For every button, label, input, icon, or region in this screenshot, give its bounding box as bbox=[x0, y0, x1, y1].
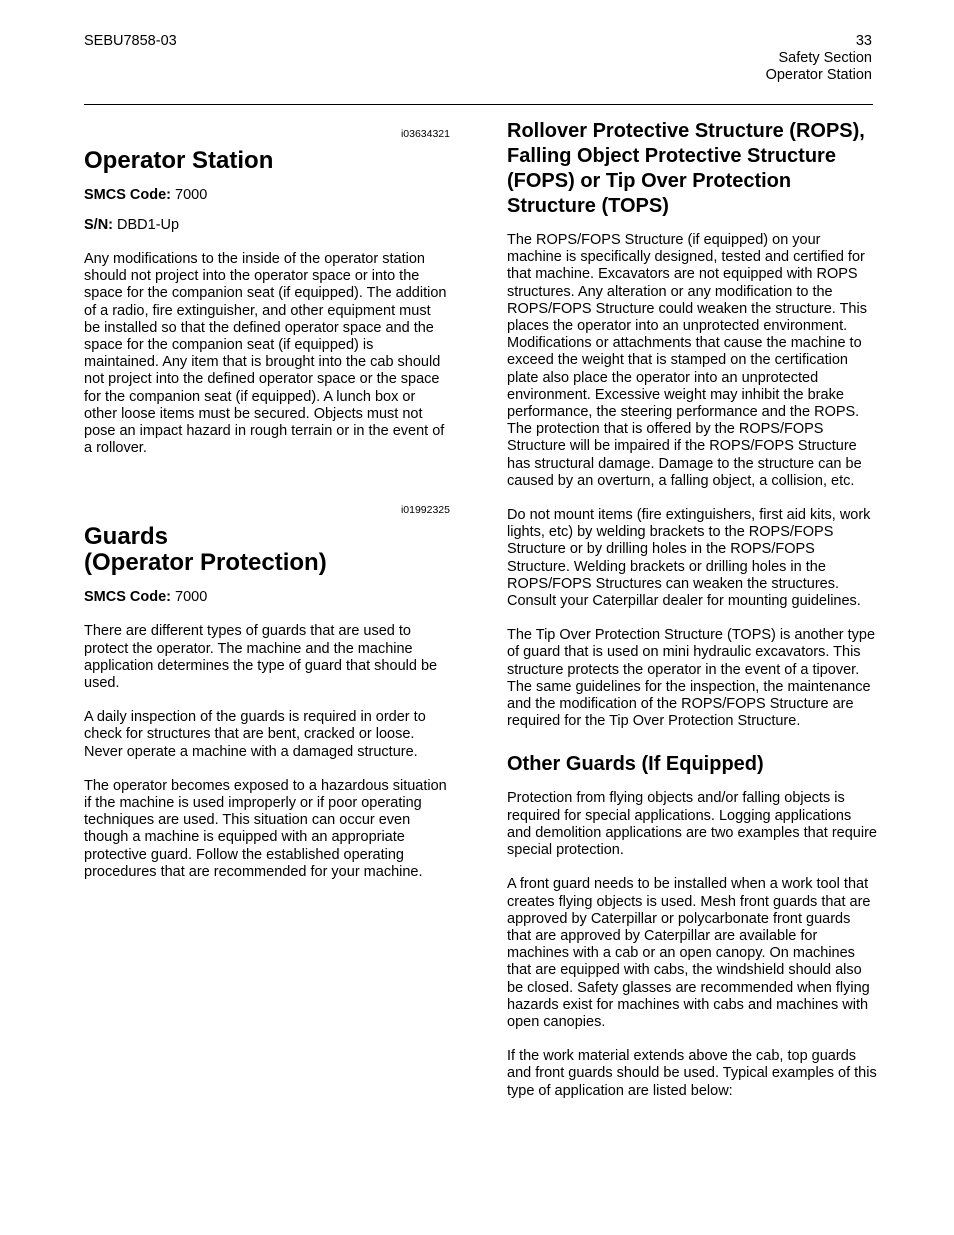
smcs-value: 7000 bbox=[175, 589, 208, 606]
guards-heading-line-1: Guards bbox=[84, 523, 169, 551]
right-column bbox=[507, 119, 877, 1117]
guards-paragraph-3: The operator becomes exposed to a hazardous situation if the machine is used improperly or if poor operating techniques are used. This situation can occur even though a machine is equipped with an appropriate protective guard. Follow the established operating procedures that are recommended for your machine. bbox=[84, 777, 447, 880]
guards-reference-id: i01992325 bbox=[400, 504, 450, 517]
smcs-value: 7000 bbox=[175, 187, 208, 203]
smcs-label: SMCS Code: bbox=[84, 589, 171, 606]
other-guards-heading: Other Guards (If Equipped) bbox=[507, 753, 764, 776]
guards-paragraph-2: A daily inspection of the guards is required in order to check for structures that are bent, cracked or loose. Never operate a machine with a damaged structure. bbox=[84, 709, 426, 760]
header-divider bbox=[84, 104, 873, 105]
rops-paragraph-1: The ROPS/FOPS Structure (if equipped) on your machine is specifically designed, tested and certified for that machine. Excavators are not equipped with ROPS structures. Any alteration or any modification to the ROPS/FOPS Structure could weaken the structure. This places the operator into an unprotected environment. Modifications or attachments that cause the machine to exceed the weight that is stamped on the certification plate also place the operator into an unprotected environment. Excessive weight may inhibit the brake performance, the steering performance and the ROPS. The protection that is offered by the ROPS/FOPS Structure will be impaired if the ROPS/FOPS Structure has structural damage. Damage to the structure can be caused by an overturn, a falling object, a collision, etc. bbox=[507, 232, 867, 489]
operator-station-paragraph-1: Any modifications to the inside of the operator station should not project into the operator space or into the space for the companion seat (if equipped). The addition of a radio, fire extinguisher, and other equipment must be installed so that the defined operator space and the space for the companion seat (if equipped) is maintained. Any item that is brought into the cab should not project into the defined operator space or the space for the companion seat (if equipped). A lunch box or other loose items must be secured. Objects must not pose an impact hazard in rough terrain or in the event of a rollover. bbox=[84, 251, 447, 457]
left-column bbox=[84, 117, 450, 898]
guards-paragraph-1: There are different types of guards that are used to protect the operator. The machine and the machine application determines the type of guard that should be used. bbox=[84, 623, 438, 692]
operator-station-smcs-code bbox=[84, 187, 450, 204]
guards-heading bbox=[84, 524, 450, 576]
rops-paragraph-2: Do not mount items (fire extinguishers, first aid kits, work lights, etc) by welding brackets to the ROPS/FOPS Structure or by drilling holes in the ROPS/FOPS Structure. Welding brackets or drilling holes in the ROPS/FOPS Structures can weaken the structures. Consult your Caterpillar dealer for mounting guidelines. bbox=[507, 507, 871, 610]
other-guards-paragraph-1: Protection from flying objects and/or falling objects is required for special applications. Logging applications and demolition applications are two examples that require special protection. bbox=[507, 790, 877, 859]
other-guards-paragraph-2: A front guard needs to be installed when a work tool that creates flying objects is used. Mesh front guards that are approved by Caterpillar or polycarbonate front guards that are approved by Caterpillar are available for machines with a cab or an open canopy. On machines that are equipped with cabs, the windshield should also be closed. Safety glasses are recommended when flying hazards exist for machines with cabs and machines with open canopies. bbox=[507, 876, 871, 1030]
page-number: 33 bbox=[855, 33, 872, 49]
other-guards-paragraph-3: If the work material extends above the cab, top guards and front guards should be used. Typical examples of this type of application are listed below: bbox=[507, 1048, 877, 1099]
page-header-right bbox=[766, 33, 872, 84]
rops-heading: Rollover Protective Structure (ROPS), Falling Object Protective Structure (FOPS) or Tip Over Protection Structure (TOPS) bbox=[507, 120, 865, 217]
operator-station-serial-number bbox=[84, 217, 450, 234]
sn-value: DBD1-Up bbox=[117, 217, 180, 233]
guards-smcs-code bbox=[84, 589, 450, 606]
sn-label: S/N: bbox=[84, 217, 113, 233]
operator-station-heading: Operator Station bbox=[84, 147, 274, 174]
document-number: SEBU7858-03 bbox=[84, 33, 177, 49]
guards-heading-line-2: (Operator Protection) bbox=[84, 549, 327, 577]
subsection-name: Operator Station bbox=[765, 67, 872, 83]
operator-station-reference-id: i03634321 bbox=[400, 128, 450, 140]
smcs-label: SMCS Code: bbox=[84, 187, 171, 203]
section-name: Safety Section bbox=[778, 50, 872, 66]
rops-paragraph-3: The Tip Over Protection Structure (TOPS) is another type of guard that is used on mini hydraulic excavators. This structure protects the operator in the event of a tipover. The same guidelines for the inspection, the maintenance and the modification of the ROPS/FOPS Structure are required for the Tip Over Protection Structure. bbox=[507, 627, 876, 730]
